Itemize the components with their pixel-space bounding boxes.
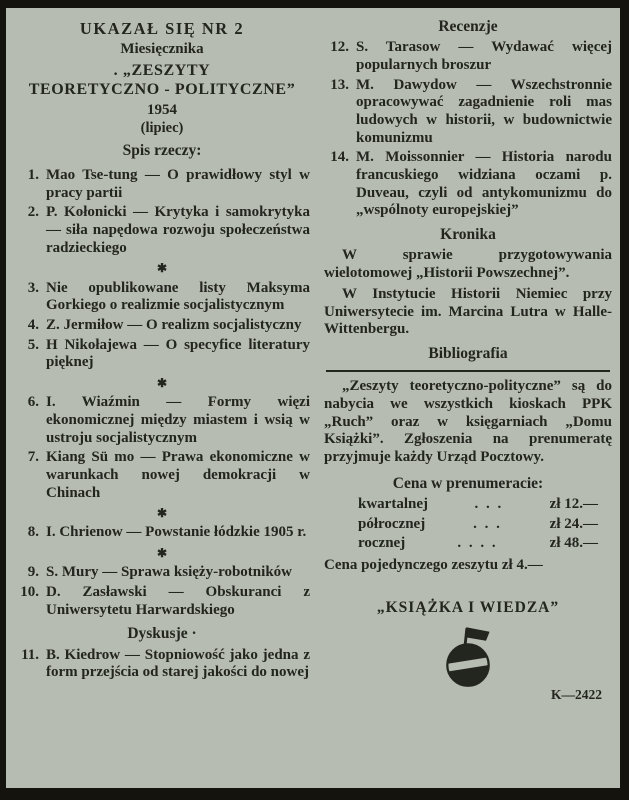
toc-item-10 (14, 584, 310, 619)
horizontal-divider (326, 370, 610, 372)
issue-announcement: UKAZAŁ SIĘ NR 2 (79, 19, 245, 38)
item-number: 2. (27, 204, 39, 221)
item-text: I. Chrienow — Powstanie łódzkie 1905 r. (46, 524, 307, 541)
item-number: 4. (27, 316, 39, 333)
price-row-yearly (324, 535, 612, 553)
item-number: 14. (330, 149, 349, 166)
item-number: 13. (330, 76, 349, 93)
item-text: D. Zasławski — Obskuranci z Uniwersytetu Harwardskiego (46, 583, 310, 618)
item-number: 6. (27, 394, 39, 411)
print-code: K—2422 (550, 686, 602, 702)
item-number: 1. (27, 166, 39, 183)
single-copy-price: Cena pojedynczego zeszytu zł 4.— (324, 556, 543, 573)
section-heading-bibliografia: Bibliografia (428, 344, 508, 362)
price-label: rocznej (358, 535, 406, 552)
price-value: zł 48.— (549, 535, 598, 552)
item-text: Kiang Sü mo — Prawa ekonomiczne w warunkach nowej demokracji w Chinach (46, 449, 310, 501)
item-number: 9. (27, 564, 39, 581)
left-column (14, 16, 310, 703)
item-text: S. Tarasow — Wydawać więcej popularnych broszur (356, 39, 612, 73)
periodical-type: Miesięcznika (120, 41, 204, 58)
price-row-quarterly (324, 496, 612, 514)
toc-item-12 (324, 39, 612, 74)
item-number: 10. (20, 583, 39, 600)
price-row-halfyearly (324, 516, 612, 534)
item-text: Nie opublikowane listy Maksyma Gorkiego o realizmie socjalistycznym (46, 279, 310, 314)
toc-item-8 (14, 524, 310, 542)
price-dot-leaders: . . . (473, 515, 502, 532)
toc-item-13 (324, 77, 612, 148)
item-number: 7. (27, 449, 39, 466)
item-text: P. Kołonicki — Krytyka i samokrytyka — siła napędowa rozwoju społeczeństwa radzieckiego (46, 204, 310, 256)
price-value: zł 12.— (549, 495, 598, 512)
subscription-price-heading: Cena w prenumeracie: (392, 474, 544, 492)
publisher-name: „KSIĄŻKA I WIEDZA” (376, 598, 560, 616)
toc-item-3 (14, 280, 310, 315)
section-heading-kronika: Kronika (440, 226, 496, 244)
toc-item-4 (14, 317, 310, 335)
item-number: 11. (21, 646, 39, 663)
publication-year: 1954 (147, 101, 177, 118)
asterisk-separator-icon: ✱ (156, 376, 168, 391)
masthead (14, 19, 310, 160)
toc-item-7 (14, 449, 310, 502)
item-number: 5. (27, 336, 39, 353)
magazine-title-line2: TEORETYCZNO - POLITYCZNE” (28, 81, 296, 99)
price-label: półrocznej (358, 515, 426, 532)
item-number: 12. (330, 39, 349, 56)
item-text: Mao Tse-tung — O prawidłowy styl w pracy partii (46, 166, 310, 201)
section-heading-dyskusje: Dyskusje · (127, 625, 197, 643)
item-text: M. Moissonnier — Historia narodu francuskiego widziana oczami p. Duveau, czyli od antykomunizmu do „wspólnoty europejskiej” (356, 149, 612, 219)
toc-item-5 (14, 337, 310, 372)
item-text: B. Kiedrow — Stopniowość jako jedna z form przejścia od starej jakości do nowej (46, 646, 310, 681)
publication-month: (lipiec) (140, 119, 184, 136)
toc-item-14 (324, 149, 612, 220)
item-text: I. Wiaźmin — Formy więzi ekonomicznej między miastem i wsią w ustroju socjalistycznym (46, 394, 310, 446)
toc-item-1 (14, 167, 310, 202)
asterisk-separator-icon: ✱ (156, 261, 168, 276)
kronika-paragraph-2: W Instytucie Historii Niemiec przy Uniwersytecie im. Marcina Lutra w Halle-Wittenbergu. (324, 285, 612, 338)
scanned-page (6, 8, 620, 788)
item-text: Z. Jermiłow — O realizm socjalistyczny (46, 316, 302, 333)
price-value: zł 24.— (549, 515, 598, 532)
item-text: S. Mury — Sprawa księży-robotników (46, 564, 292, 581)
magazine-title-line1: . „ZESZYTY (113, 62, 211, 80)
item-number: 3. (27, 279, 39, 296)
two-column-layout (14, 16, 612, 703)
asterisk-separator-icon: ✱ (156, 506, 168, 521)
price-dot-leaders: . . . . (457, 535, 498, 552)
asterisk-separator-icon: ✱ (156, 546, 168, 561)
toc-heading: Spis rzeczy: (122, 141, 202, 159)
publisher-logo-container (324, 625, 612, 695)
toc-item-11 (14, 647, 310, 682)
toc-item-2 (14, 204, 310, 257)
kronika-paragraph-1: W sprawie przygotowywania wielotomowej „Historii Powszechnej”. (324, 247, 612, 282)
item-text: H Nikołajewa — O specyfice literatury pięknej (46, 336, 310, 371)
publisher-emblem-icon (441, 625, 495, 689)
bibliografia-paragraph: „Zeszyty teoretyczno-polityczne” są do nabycia we wszystkich kioskach PPK „Ruch” oraz w księgarniach „Domu Książki”. Zgłoszenia na prenumeratę przyjmuje każdy Urząd Pocztowy. (324, 378, 612, 465)
item-text: M. Dawydow — Wszechstronnie opracowywać zagadnienie roli mas ludowych w historii, w budownictwie komunizmu (356, 76, 612, 146)
item-number: 8. (27, 524, 39, 541)
toc-item-6 (14, 394, 310, 447)
toc-item-9 (14, 564, 310, 582)
section-heading-recenzje: Recenzje (438, 18, 498, 35)
price-label: kwartalnej (358, 495, 428, 512)
right-column (324, 16, 612, 703)
price-dot-leaders: . . . (474, 495, 504, 512)
